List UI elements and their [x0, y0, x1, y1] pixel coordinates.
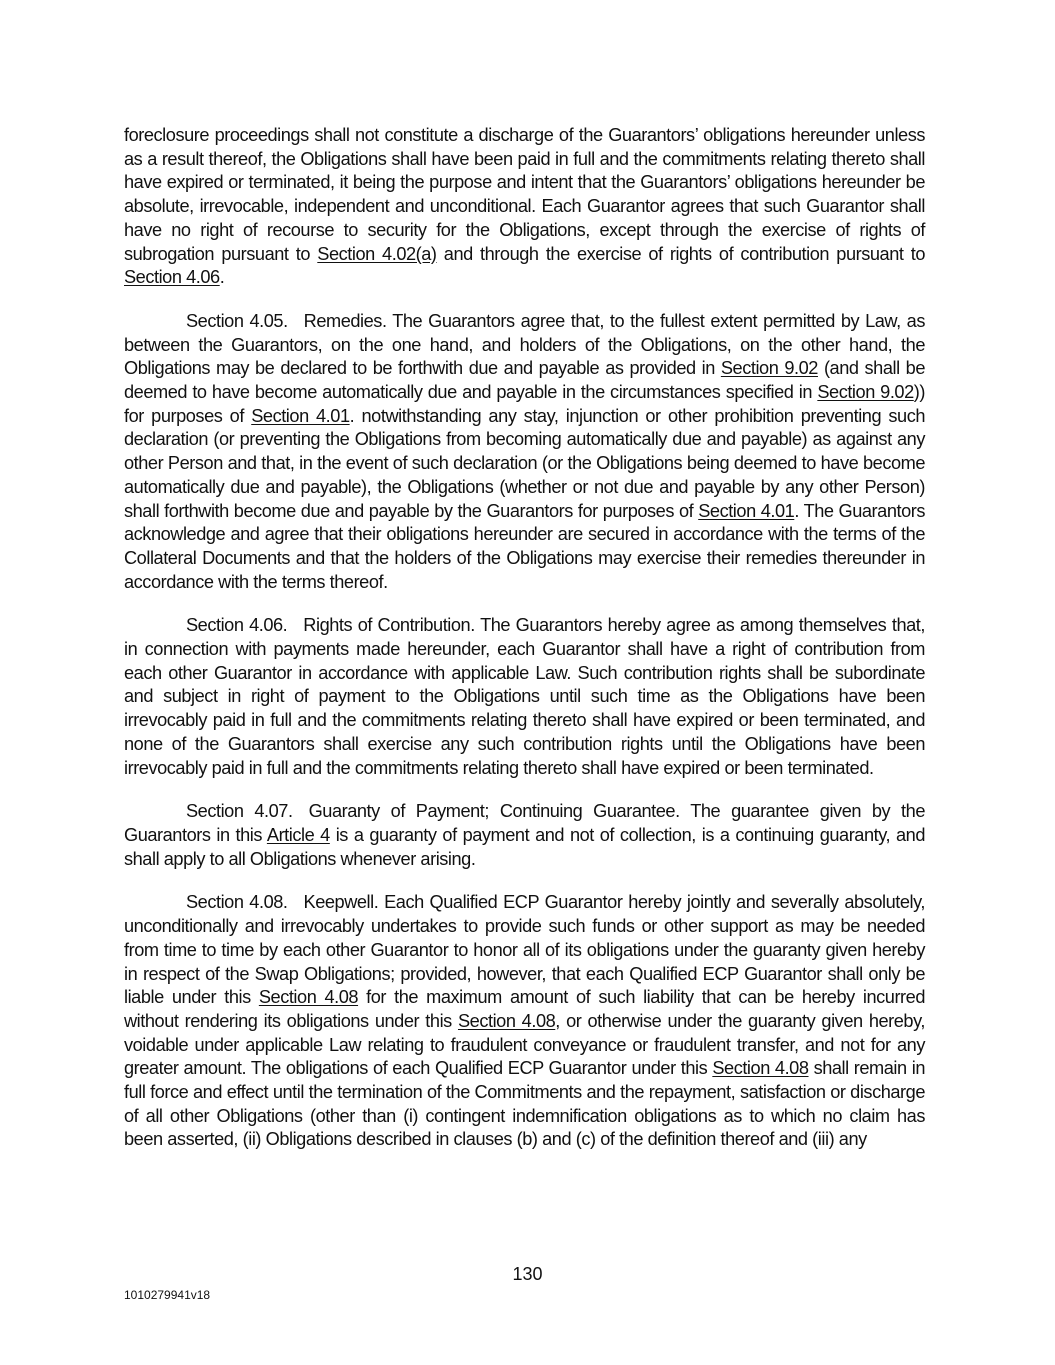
text-run: . notwithstanding any stay, injunction or other prohibition preventing such declaration (or preventing the Obligations from becoming automatically due and payable) as against any other Person and that, in the event of such declaration (or the Obligations being deemed to have become automatically due and payable), the Obligations (whether or not due and payable by any other Person) shall forthwith become due and payable by the Guarantors for purposes of: [124, 405, 926, 521]
cross-reference-link[interactable]: Article 4: [266, 824, 330, 845]
section-heading: Rights of Contribution.: [303, 615, 475, 636]
paragraph-guarantee-continuation: [124, 124, 925, 290]
cross-reference-link[interactable]: Section 9.02: [817, 382, 914, 403]
page-number: 130: [512, 1264, 543, 1284]
body-text: [124, 124, 925, 1172]
section-number: Section 4.05.: [186, 310, 288, 331]
section-heading: Keepwell.: [303, 892, 379, 913]
text-run: Each Qualified ECP Guarantor hereby jointly and severally absolutely, unconditionally and irrevocably undertakes to provide such funds or other support as may be needed from time to time by each other Guarantor to honor all of its obligations under the guaranty given hereby in respect of the Swap Obligations; provided, however, that each Qualified ECP Guarantor shall only be liable under this: [124, 892, 925, 1008]
cross-reference-link[interactable]: Section 4.01: [698, 500, 795, 521]
section-heading: Remedies.: [303, 310, 387, 331]
cross-reference-link[interactable]: Section 9.02: [720, 358, 818, 379]
cross-reference-link[interactable]: Section 4.08: [712, 1058, 809, 1079]
section-heading: Guaranty of Payment; Continuing Guarantee.: [308, 801, 680, 822]
text-run: The Guarantors agree that, to the fullest extent permitted by Law, as between the Guarantors, on the one hand, and holders of the Obligations, on the other hand, the Obligations may be declared to be forthwith due and payable as provided in: [124, 310, 925, 379]
cross-reference-link[interactable]: Section 4.06: [124, 267, 220, 288]
text-run: foreclosure proceedings shall not constitute a discharge of the Guarantors’ obligations hereunder unless as a result thereof, the Obligations shall have been paid in full and the commitments relating thereto shall have expired or terminated, it being the purpose and intent that the Guarantors’ obligations hereunder be absolute, irrevocable, independent and unconditional. Each Guarantor agrees that such Guarantor shall have no right of recourse to security for the Obligations, except through the exercise of rights of subrogation pursuant to: [124, 125, 925, 264]
section-number: Section 4.06.: [186, 615, 288, 636]
document-id: 1010279941v18: [124, 1288, 211, 1302]
cross-reference-link[interactable]: Section 4.08: [258, 987, 359, 1008]
text-run: .: [219, 267, 225, 288]
section-4-05-remedies: [124, 310, 925, 594]
text-run: The guarantee given by the Guarantors in this: [124, 801, 925, 845]
text-run: and through the exercise of rights of contribution pursuant to: [436, 243, 926, 264]
text-run: The Guarantors hereby agree as among themselves that, in connection with payments made hereunder, each Guarantor shall have a right of contribution from each other Guarantor in accordance with applicable Law. Such contribution rights shall be subordinate and subject in right of payment to the Obligations until such time as the Obligations have been irrevocably paid in full and the commitments relating thereto shall have expired or been terminated, and none of the Guarantors shall exercise any such contribution rights until the Obligations have been irrevocably paid in full and the commitments relating thereto shall have expired or been terminated.: [124, 615, 925, 778]
text-run: (and shall be deemed to have become automatically due and payable in the circumstances specified in: [124, 358, 925, 403]
text-run: is a guaranty of payment and not of collection, is a continuing guaranty, and shall apply to all Obligations whenever arising.: [124, 824, 926, 869]
text-run: )) for purposes of: [124, 382, 925, 426]
cross-reference-link[interactable]: Section 4.08: [457, 1010, 556, 1031]
text-run: for the maximum amount of such liability that can be hereby incurred without rendering its obligations under this: [124, 987, 925, 1031]
text-run: , or otherwise under the guaranty given hereby, voidable under applicable Law relating to fraudulent conveyance or fraudulent transfer, and not for any greater amount. The obligations of each Qualified ECP Guarantor under this: [124, 1010, 925, 1079]
section-4-06-rights-of-contribution: [124, 614, 925, 780]
section-4-08-keepwell: [124, 891, 925, 1152]
cross-reference-link[interactable]: Section 4.01: [251, 405, 350, 426]
text-run: . The Guarantors acknowledge and agree that their obligations hereunder are secured in accordance with the terms of the Collateral Documents and that the holders of the Obligations may exercise their remedies thereunder in accordance with the terms thereof.: [124, 500, 926, 592]
section-number: Section 4.08.: [186, 892, 288, 913]
section-4-07-guaranty-of-payment: [124, 800, 925, 871]
text-run: shall remain in full force and effect until the termination of the Commitments and the repayment, satisfaction or discharge of all other Obligations (other than (i) contingent indemnification obligations as to which no claim has been asserted, (ii) Obligations described in clauses (b) and (c) of the definition thereof and (iii) any: [124, 1058, 925, 1150]
section-number: Section 4.07.: [186, 801, 293, 822]
cross-reference-link[interactable]: Section 4.02(a): [317, 243, 437, 264]
